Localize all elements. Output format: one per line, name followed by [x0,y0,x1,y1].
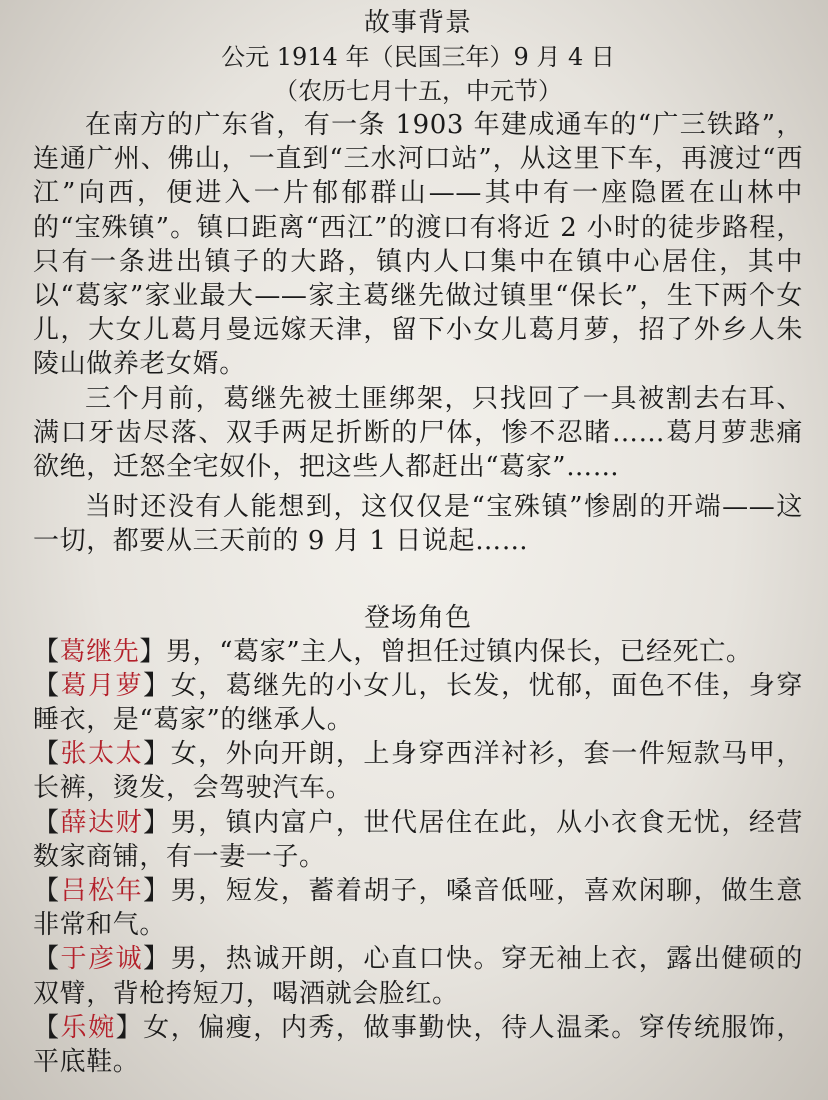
bracket-open: 【 [33,670,61,701]
bracket-close: 】 [143,807,171,838]
background-paragraph-3: 当时还没有人能想到，这仅仅是“宝殊镇”惨剧的开端——这一切，都要从三天前的 9 月 1 日说起…… [33,492,803,557]
section-spacer [33,559,803,601]
bracket-open: 【 [33,739,61,770]
character-description: 女，外向开朗，上身穿西洋衬衫，套一件短款马甲，长裤，烫发，会驾驶汽车。 [33,739,804,804]
bracket-close: 】 [143,944,171,975]
character-description: 男，镇内富户，世代居住在此，从小衣食无忧，经营数家商铺，有一妻一子。 [33,807,804,872]
bracket-open: 【 [33,1012,61,1043]
character-entry [33,874,803,942]
character-name: 吕松年 [60,876,144,907]
date-line: 公元 1914 年（民国三年）9 月 4 日 [221,43,615,71]
document-body [33,6,803,1079]
bracket-close: 】 [143,876,171,907]
character-name: 于彦诚 [60,944,144,975]
characters-section [33,601,803,1080]
character-list [33,635,803,1080]
lunar-date-line: （农历七月十五，中元节） [274,77,562,105]
character-entry [33,737,803,805]
character-name: 葛月萝 [60,670,144,701]
bracket-close: 】 [143,670,171,701]
story-background-section [33,6,803,559]
character-name: 张太太 [60,739,144,770]
character-name: 薛达财 [60,807,144,838]
character-entry [33,669,803,737]
bracket-open: 【 [33,944,61,975]
character-entry [33,635,803,669]
character-entry [33,806,803,874]
bracket-close: 】 [139,636,167,667]
background-paragraph-2: 三个月前，葛继先被土匪绑架，只找回了一具被割去右耳、满口牙齿尽落、双手两足折断的尸体，惨不忍睹……葛月萝悲痛欲绝，迁怒全宅奴仆，把这些人都赶出“葛家”…… [33,383,803,483]
character-entry [33,942,803,1010]
character-description: 男，短发，蓄着胡子，嗓音低哑，喜欢闲聊，做生意非常和气。 [33,876,804,941]
background-paragraph-1: 在南方的广东省，有一条 1903 年建成通车的“广三铁路”，连通广州、佛山，一直到“三水河口站”，从这里下车，再渡过“西江”向西，便进入一片郁郁群山——其中有一座隐匿在山林中的“宝殊镇”。镇口距离“西江”的渡口有将近 2 小时的徒步路程，只有一条进出镇子的大路，镇内人口集中在镇中心居住，其中以“葛家”家业最大——家主葛继先做过镇里“保长”，生下两个女儿，大女儿葛月曼远嫁天津，留下小女儿葛月萝，招了外乡人朱陵山做养老女婿。 [33,110,803,380]
character-description: 男，“葛家”主人，曾担任过镇内保长，已经死亡。 [166,636,753,667]
bracket-close: 】 [115,1012,144,1043]
bracket-close: 】 [143,739,171,770]
character-description: 女，葛继先的小女儿，长发，忧郁，面色不佳，身穿睡衣，是“葛家”的继承人。 [33,670,804,736]
character-name: 乐婉 [60,1012,116,1043]
characters-title: 登场角色 [363,602,472,633]
bracket-open: 【 [33,636,60,667]
character-description: 男，热诚开朗，心直口快。穿无袖上衣，露出健硕的双臂，背枪挎短刀，喝酒就会脸红。 [33,944,804,1009]
story-background-title: 故事背景 [363,8,472,38]
bracket-open: 【 [33,876,61,907]
character-name: 葛继先 [59,636,140,667]
character-entry [33,1011,803,1079]
character-description: 女，偏瘦，内秀，做事勤快，待人温柔。穿传统服饰，平底鞋。 [33,1012,804,1078]
bracket-open: 【 [33,807,61,838]
